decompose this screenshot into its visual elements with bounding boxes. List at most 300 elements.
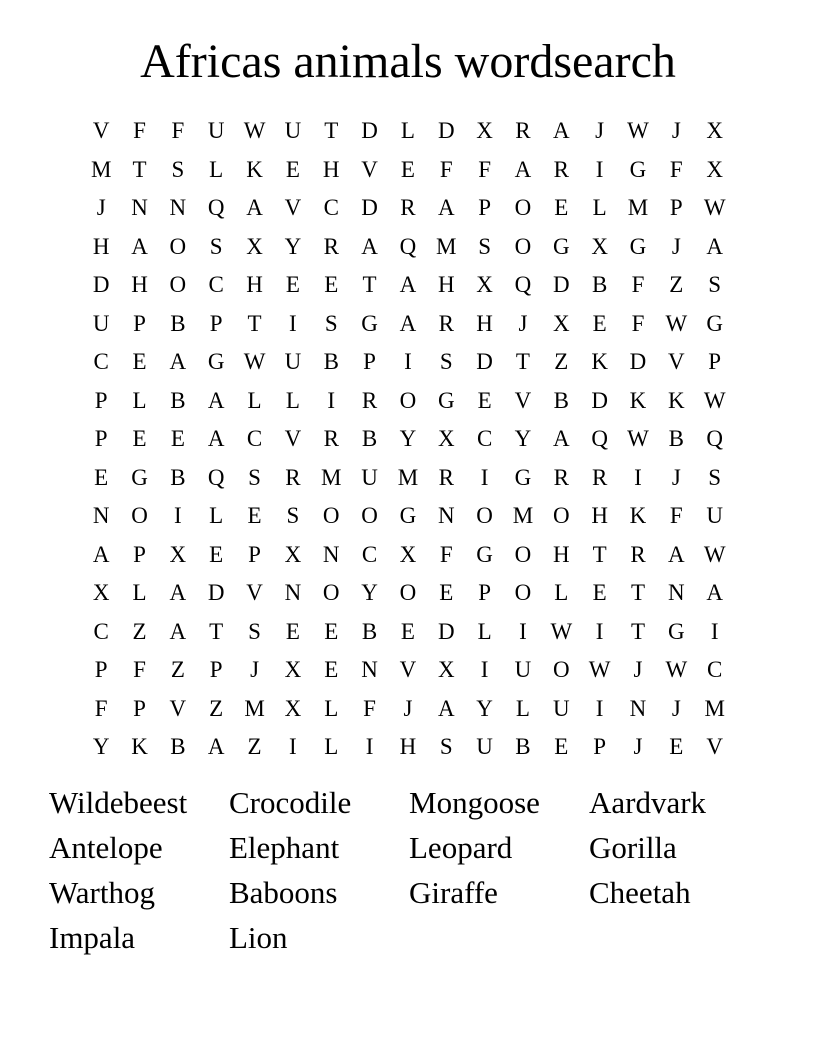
- grid-letter: I: [174, 503, 182, 529]
- grid-letter: F: [669, 503, 683, 529]
- grid-letter: O: [131, 503, 148, 529]
- grid-letter: U: [207, 118, 225, 144]
- grid-letter: B: [361, 618, 378, 644]
- grid-letter: E: [669, 734, 684, 760]
- grid-letter: E: [324, 272, 339, 298]
- word-list-item: Cheetah: [589, 875, 691, 910]
- grid-letter: E: [400, 156, 415, 182]
- grid-letter: X: [437, 657, 455, 683]
- grid-letter: G: [629, 233, 647, 259]
- grid-letter: T: [362, 272, 377, 298]
- grid-letter: A: [169, 580, 187, 606]
- grid-letter: P: [478, 195, 491, 221]
- grid-letter: O: [322, 503, 340, 529]
- word-list-item: Antelope: [49, 830, 163, 865]
- grid-letter: J: [671, 118, 681, 144]
- grid-letter: V: [92, 118, 110, 144]
- grid-letter: O: [361, 503, 378, 529]
- grid-letter: Q: [591, 426, 608, 452]
- grid-letter: E: [324, 657, 339, 683]
- grid-letter: O: [399, 387, 417, 413]
- grid-letter: P: [133, 310, 146, 336]
- grid-letter: Q: [207, 195, 225, 221]
- word-list-item: Aardvark: [589, 785, 707, 820]
- grid-letter: M: [704, 695, 725, 721]
- grid-letter: U: [476, 734, 493, 760]
- grid-letter: F: [439, 156, 453, 182]
- grid-letter: F: [363, 695, 376, 721]
- grid-letter: G: [668, 618, 685, 644]
- grid-letter: E: [170, 426, 185, 452]
- grid-row: [82, 420, 734, 459]
- grid-letter: P: [478, 580, 491, 606]
- grid-letter: S: [171, 156, 185, 182]
- grid-letter: G: [437, 387, 455, 413]
- grid-letter: C: [208, 272, 224, 298]
- grid-letter: P: [708, 349, 722, 375]
- grid-letter: F: [439, 541, 453, 567]
- grid-letter: B: [170, 464, 186, 490]
- grid-letter: D: [552, 272, 570, 298]
- word-list-item: Mongoose: [409, 785, 540, 820]
- grid-letter: K: [591, 349, 608, 375]
- grid-letter: Y: [361, 580, 378, 606]
- grid-letter: M: [512, 503, 534, 529]
- grid-letter: A: [437, 695, 455, 721]
- word-list-item: Giraffe: [409, 875, 498, 910]
- grid-letter: A: [437, 195, 455, 221]
- grid-letter: A: [552, 118, 570, 144]
- grid-row: [82, 189, 734, 228]
- grid-letter: N: [284, 580, 302, 606]
- grid-letter: P: [669, 195, 683, 221]
- grid-letter: C: [323, 195, 339, 221]
- grid-letter: H: [322, 156, 340, 182]
- grid-letter: W: [627, 426, 649, 452]
- grid-letter: E: [324, 618, 339, 644]
- grid-letter: T: [132, 156, 147, 182]
- grid-letter: C: [246, 426, 263, 452]
- grid-letter: Q: [706, 426, 723, 452]
- grid-letter: O: [552, 503, 570, 529]
- grid-letter: E: [592, 310, 607, 336]
- grid-letter: Z: [170, 657, 185, 683]
- grid-row: [82, 497, 734, 536]
- grid-letter: R: [591, 464, 608, 490]
- grid-letter: K: [246, 156, 263, 182]
- grid-letter: H: [92, 233, 110, 259]
- grid-letter: C: [476, 426, 493, 452]
- grid-letter: L: [209, 156, 224, 182]
- grid-letter: A: [706, 233, 723, 259]
- grid-letter: D: [629, 349, 647, 375]
- grid-letter: R: [630, 541, 646, 567]
- grid-letter: X: [169, 541, 187, 567]
- grid-letter: X: [591, 233, 608, 259]
- grid-letter: P: [133, 695, 146, 721]
- grid-letter: F: [478, 156, 491, 182]
- grid-letter: R: [400, 195, 416, 221]
- grid-letter: W: [703, 195, 726, 221]
- grid-letter: G: [131, 464, 148, 490]
- grid-letter: F: [669, 156, 683, 182]
- grid-letter: S: [478, 233, 491, 259]
- grid-letter: J: [671, 233, 681, 259]
- grid-letter: K: [629, 503, 647, 529]
- grid-letter: W: [550, 618, 573, 644]
- grid-letter: E: [592, 580, 607, 606]
- grid-letter: P: [363, 349, 376, 375]
- grid-letter: I: [289, 310, 297, 336]
- grid-letter: Z: [132, 618, 147, 644]
- grid-letter: C: [707, 657, 723, 683]
- grid-letter: A: [169, 618, 187, 644]
- grid-letter: L: [132, 387, 147, 413]
- grid-letter: P: [94, 657, 108, 683]
- grid-letter: N: [92, 503, 110, 529]
- word-list-item: Lion: [229, 920, 288, 955]
- grid-letter: V: [246, 580, 263, 606]
- grid-letter: W: [703, 387, 726, 413]
- grid-letter: N: [322, 541, 340, 567]
- grid-letter: R: [323, 233, 339, 259]
- grid-letter: E: [285, 156, 300, 182]
- grid-letter: X: [476, 118, 493, 144]
- grid-letter: B: [361, 426, 378, 452]
- grid-letter: N: [437, 503, 455, 529]
- grid-letter: I: [595, 618, 604, 644]
- grid-letter: G: [706, 310, 723, 336]
- grid-letter: E: [94, 464, 109, 490]
- grid-letter: V: [284, 195, 302, 221]
- grid-letter: V: [668, 349, 685, 375]
- grid-letter: O: [169, 272, 187, 298]
- grid-row: [82, 574, 734, 613]
- grid-letter: A: [668, 541, 685, 567]
- grid-letter: F: [631, 310, 645, 336]
- grid-letter: U: [284, 118, 302, 144]
- grid-letter: H: [399, 734, 417, 760]
- grid-letter: I: [289, 734, 297, 760]
- grid-letter: C: [93, 618, 109, 644]
- grid-letter: R: [438, 464, 454, 490]
- grid-letter: V: [514, 387, 532, 413]
- grid-letter: N: [131, 195, 148, 221]
- grid-letter: P: [248, 541, 261, 567]
- grid-letter: M: [244, 695, 265, 721]
- grid-letter: I: [519, 618, 527, 644]
- grid-letter: J: [671, 464, 681, 490]
- grid-letter: X: [284, 657, 302, 683]
- grid-letter: C: [93, 349, 109, 375]
- grid-letter: E: [209, 541, 224, 567]
- grid-letter: D: [92, 272, 110, 298]
- grid-letter: D: [207, 580, 225, 606]
- grid-letter: I: [595, 695, 604, 721]
- grid-letter: T: [247, 310, 262, 336]
- grid-letter: I: [480, 464, 489, 490]
- grid-letter: Z: [209, 695, 224, 721]
- grid-letter: J: [671, 695, 681, 721]
- grid-row: [82, 266, 734, 305]
- grid-row: [82, 382, 734, 421]
- grid-letter: J: [403, 695, 413, 721]
- grid-letter: V: [361, 156, 378, 182]
- grid-letter: X: [706, 118, 723, 144]
- grid-letter: G: [476, 541, 493, 567]
- grid-letter: D: [437, 118, 455, 144]
- grid-letter: D: [437, 618, 455, 644]
- grid-letter: P: [593, 734, 607, 760]
- word-list-item: Crocodile: [229, 785, 352, 820]
- grid-letter: R: [438, 310, 454, 336]
- grid-letter: G: [207, 349, 225, 375]
- grid-letter: L: [554, 580, 569, 606]
- grid-letter: I: [327, 387, 336, 413]
- grid-letter: M: [436, 233, 457, 259]
- grid-letter: A: [92, 541, 110, 567]
- grid-letter: L: [247, 387, 262, 413]
- grid-letter: D: [476, 349, 493, 375]
- grid-row: [82, 651, 734, 690]
- grid-letter: O: [514, 580, 532, 606]
- grid-row: [82, 690, 734, 729]
- grid-letter: K: [629, 387, 647, 413]
- grid-letter: U: [361, 464, 378, 490]
- grid-letter: B: [553, 387, 569, 413]
- grid-letter: L: [477, 618, 492, 644]
- grid-letter: H: [437, 272, 455, 298]
- grid-letter: S: [439, 734, 453, 760]
- grid-letter: U: [514, 657, 532, 683]
- grid-letter: I: [710, 618, 719, 644]
- grid-letter: W: [703, 541, 726, 567]
- grid-letter: Z: [247, 734, 262, 760]
- grid-letter: J: [595, 118, 605, 144]
- grid-row: [82, 613, 734, 652]
- grid-letter: X: [437, 426, 455, 452]
- grid-letter: X: [399, 541, 417, 567]
- grid-letter: Y: [92, 734, 110, 760]
- grid-letter: H: [131, 272, 148, 298]
- grid-letter: Z: [554, 349, 569, 375]
- grid-letter: B: [323, 349, 339, 375]
- grid-letter: W: [588, 657, 611, 683]
- grid-letter: K: [131, 734, 148, 760]
- grid-letter: A: [361, 233, 378, 259]
- grid-letter: S: [286, 503, 300, 529]
- grid-letter: O: [169, 233, 187, 259]
- grid-letter: B: [170, 387, 186, 413]
- grid-letter: Q: [207, 464, 225, 490]
- grid-letter: R: [553, 464, 569, 490]
- grid-letter: Q: [399, 233, 417, 259]
- grid-letter: U: [552, 695, 570, 721]
- grid-letter: T: [630, 580, 646, 606]
- grid-letter: T: [324, 118, 339, 144]
- grid-letter: S: [209, 233, 223, 259]
- grid-letter: S: [708, 272, 722, 298]
- grid-row: [82, 343, 734, 382]
- grid-letter: R: [361, 387, 378, 413]
- grid-letter: E: [285, 272, 300, 298]
- grid-letter: H: [476, 310, 493, 336]
- grid-letter: J: [633, 734, 643, 760]
- grid-letter: Z: [669, 272, 684, 298]
- grid-letter: J: [96, 195, 106, 221]
- grid-letter: I: [404, 349, 412, 375]
- grid-letter: H: [552, 541, 570, 567]
- grid-letter: W: [627, 118, 649, 144]
- grid-letter: I: [595, 156, 604, 182]
- word-list-item: Elephant: [229, 830, 340, 865]
- grid-letter: Y: [514, 426, 532, 452]
- grid-row: [82, 305, 734, 344]
- grid-letter: O: [476, 503, 493, 529]
- grid-letter: D: [361, 118, 378, 144]
- grid-letter: A: [207, 387, 225, 413]
- grid-row: [82, 536, 734, 575]
- grid-letter: O: [552, 657, 570, 683]
- grid-letter: H: [246, 272, 263, 298]
- grid-letter: G: [514, 464, 532, 490]
- grid-letter: U: [92, 310, 110, 336]
- grid-letter: E: [247, 503, 262, 529]
- grid-letter: W: [665, 310, 688, 336]
- grid-row: [82, 459, 734, 498]
- grid-letter: P: [94, 426, 108, 452]
- grid-letter: B: [170, 734, 186, 760]
- grid-letter: D: [591, 387, 608, 413]
- grid-letter: G: [629, 156, 647, 182]
- grid-letter: A: [514, 156, 532, 182]
- grid-letter: O: [514, 195, 532, 221]
- grid-letter: U: [706, 503, 723, 529]
- grid-row: [82, 228, 734, 267]
- grid-letter: N: [668, 580, 685, 606]
- grid-letter: E: [132, 349, 147, 375]
- grid-letter: L: [592, 195, 607, 221]
- grid-letter: T: [209, 618, 224, 644]
- grid-row: [82, 728, 734, 767]
- grid-letter: I: [634, 464, 642, 490]
- grid-letter: E: [285, 618, 300, 644]
- grid-letter: J: [633, 657, 643, 683]
- word-list-item: Leopard: [409, 830, 513, 865]
- grid-letter: R: [515, 118, 531, 144]
- grid-letter: E: [554, 195, 569, 221]
- grid-letter: J: [518, 310, 528, 336]
- grid-letter: T: [592, 541, 607, 567]
- word-list-item: Gorilla: [589, 830, 677, 865]
- grid-letter: L: [209, 503, 224, 529]
- grid-letter: X: [476, 272, 493, 298]
- grid-letter: A: [552, 426, 570, 452]
- grid-letter: V: [399, 657, 417, 683]
- grid-letter: X: [552, 310, 570, 336]
- grid-letter: P: [209, 657, 223, 683]
- grid-letter: K: [668, 387, 685, 413]
- grid-letter: F: [133, 118, 146, 144]
- grid-letter: B: [668, 426, 684, 452]
- grid-letter: E: [439, 580, 454, 606]
- grid-letter: Y: [284, 233, 302, 259]
- grid-letter: X: [284, 695, 302, 721]
- grid-letter: F: [631, 272, 645, 298]
- grid-letter: Y: [476, 695, 493, 721]
- grid-letter: T: [630, 618, 646, 644]
- grid-letter: N: [361, 657, 378, 683]
- grid-letter: R: [553, 156, 569, 182]
- grid-letter: R: [323, 426, 339, 452]
- grid-letter: L: [324, 734, 339, 760]
- grid-letter: N: [629, 695, 647, 721]
- grid-letter: X: [246, 233, 263, 259]
- grid-letter: A: [399, 310, 417, 336]
- grid-letter: L: [400, 118, 415, 144]
- grid-row: [82, 151, 734, 190]
- grid-letter: A: [399, 272, 417, 298]
- page-title: Africas animals wordsearch: [140, 35, 676, 88]
- grid-letter: G: [399, 503, 417, 529]
- grid-letter: X: [706, 156, 723, 182]
- word-list-item: Baboons: [229, 875, 338, 910]
- grid-letter: A: [207, 734, 225, 760]
- grid-letter: S: [708, 464, 722, 490]
- grid-letter: X: [284, 541, 302, 567]
- grid-letter: T: [515, 349, 530, 375]
- grid-letter: Q: [514, 272, 532, 298]
- word-list-item: Impala: [49, 920, 136, 955]
- word-list: [49, 780, 769, 960]
- grid-letter: W: [243, 349, 266, 375]
- grid-letter: E: [132, 426, 147, 452]
- grid-letter: P: [133, 541, 146, 567]
- grid-letter: V: [706, 734, 723, 760]
- grid-letter: I: [365, 734, 374, 760]
- grid-letter: A: [207, 426, 225, 452]
- grid-letter: O: [514, 541, 532, 567]
- grid-letter: L: [132, 580, 147, 606]
- grid-letter: S: [324, 310, 338, 336]
- grid-letter: O: [399, 580, 417, 606]
- grid-letter: B: [170, 310, 186, 336]
- grid-letter: N: [169, 195, 187, 221]
- grid-letter: A: [169, 349, 187, 375]
- grid-letter: B: [515, 734, 531, 760]
- grid-letter: X: [92, 580, 110, 606]
- grid-letter: E: [554, 734, 569, 760]
- grid-letter: B: [591, 272, 608, 298]
- grid-letter: J: [250, 657, 260, 683]
- grid-letter: M: [397, 464, 419, 490]
- grid-letter: Y: [399, 426, 417, 452]
- grid-letter: M: [321, 464, 342, 490]
- word-list-item: Warthog: [49, 875, 155, 910]
- grid-letter: S: [439, 349, 453, 375]
- grid-letter: M: [90, 156, 112, 182]
- grid-letter: V: [169, 695, 187, 721]
- grid-letter: O: [514, 233, 532, 259]
- grid-letter: P: [94, 387, 108, 413]
- grid-letter: R: [285, 464, 301, 490]
- grid-letter: S: [248, 618, 261, 644]
- grid-letter: W: [665, 657, 688, 683]
- grid-letter: A: [131, 233, 148, 259]
- grid-letter: G: [552, 233, 570, 259]
- grid-letter: P: [209, 310, 223, 336]
- grid-letter: E: [477, 387, 492, 413]
